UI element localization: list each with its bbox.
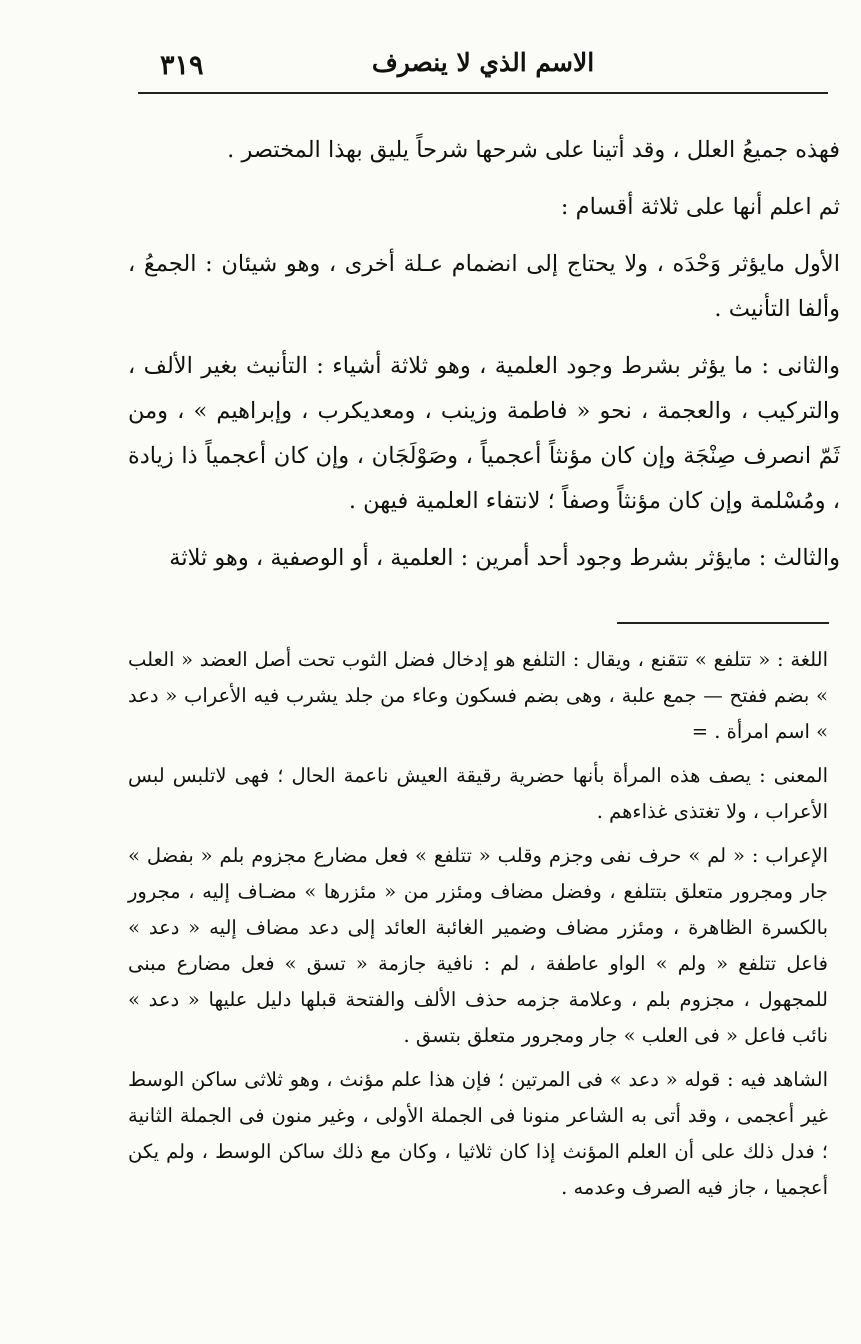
footnote-language: اللغة : « تتلفع » تتقنع ، ويقال : التلفع هو إدخال فضل الثوب تحت أصل العضد « العلب » بضم ففتح — جمع علبة ، وهى بضم فسكون وعاء من جلد يشرب فيه الأعراب « دعد » اسم امرأة . (128, 648, 828, 743)
main-paragraph: فهذه جميعُ العلل ، وقد أتينا على شرحها شرحاً يليق بهذا المختصر . (227, 137, 840, 163)
running-title: الاسم الذي لا ينصرف (371, 48, 595, 77)
footnote-paragraph: الإعراب : « لم » حرف نفى وجزم وقلب « تتلفع » فعل مضارع مجزوم بلم « بفضل » جار ومجرور متعلق بتتلفع ، وفضل مضاف ومئزر من « مئزرها » مضـاف إليه ، مجرور بالكسرة الظاهرة ، ومئزر مضاف وضمير الغائبة العائد إلى دعد مضاف إليه « دعد » فاعل تتلفع « ولم » الواو عاطفة ، لم : نافية جازمة « تسق » فعل مضارع مبنى للمجهول ، مجزوم بلم ، وعلامة جزمه حذف الألف والفتحة قبلها دليل عليها « دعد » نائب فاعل « فى العلب » جار ومجرور متعلق بتسق . (128, 844, 828, 1047)
main-paragraph: الأول مايؤثر وَحْدَه ، ولا يحتاج إلى انضمام عـلة أخرى ، وهو شيئان : الجمعُ ، وألفا التأنيث . (128, 251, 840, 322)
footnote-paragraph: الشاهد فيه : قوله « دعد » فى المرتين ؛ فإن هذا علم مؤنث ، وهو ثلاثى ساكن الوسط غير أعجمى ، وقد أتى به الشاعر منونا فى الجملة الأولى ، وغير منون فى الجملة الثانية ؛ فدل ذلك على أن العلم المؤنث إذا كان ثلاثيا ، وكان مع ذلك ساكن الوسط ، ولم يكن أعجميا ، جاز فيه الصرف وعدمه . (128, 1068, 828, 1199)
main-paragraph: والثالث : مايؤثر بشرط وجود أحد أمرين : العلمية ، أو الوصفية ، وهو ثلاثة (169, 545, 840, 571)
continuation-mark: = (691, 720, 709, 743)
main-paragraph: ثم اعلم أنها على ثلاثة أقسام : (560, 194, 840, 220)
main-text (128, 128, 840, 593)
page-header (138, 40, 828, 94)
page-number: ٣١٩ (160, 50, 204, 81)
footnotes (128, 642, 828, 1214)
main-paragraph: والثانى : ما يؤثر بشرط وجود العلمية ، وهو ثلاثة أشياء : التأنيث بغير الألف ، والتركيب ، والعجمة ، نحو « فاطمة وزينب ، ومعديكرب ، وإبراهيم » ، ومن ثَمّ انصرف صِنْجَة وإن كان مؤنثاً أعجمياً ، وصَوْلَجَان ، وإن كان أعجمياً ذا زيادة ، ومُسْلمة وإن كان مؤنثاً وصفاً ؛ لانتفاء العلمية فيهن . (128, 353, 840, 514)
footnote-paragraph: المعنى : يصف هذه المرأة بأنها حضرية رقيقة العيش ناعمة الحال ؛ فهى لاتلبس لبس الأعراب ، ولا تغتذى غذاءهم . (128, 764, 828, 823)
footnote-paragraph (128, 642, 828, 750)
footnote-divider (617, 622, 829, 624)
